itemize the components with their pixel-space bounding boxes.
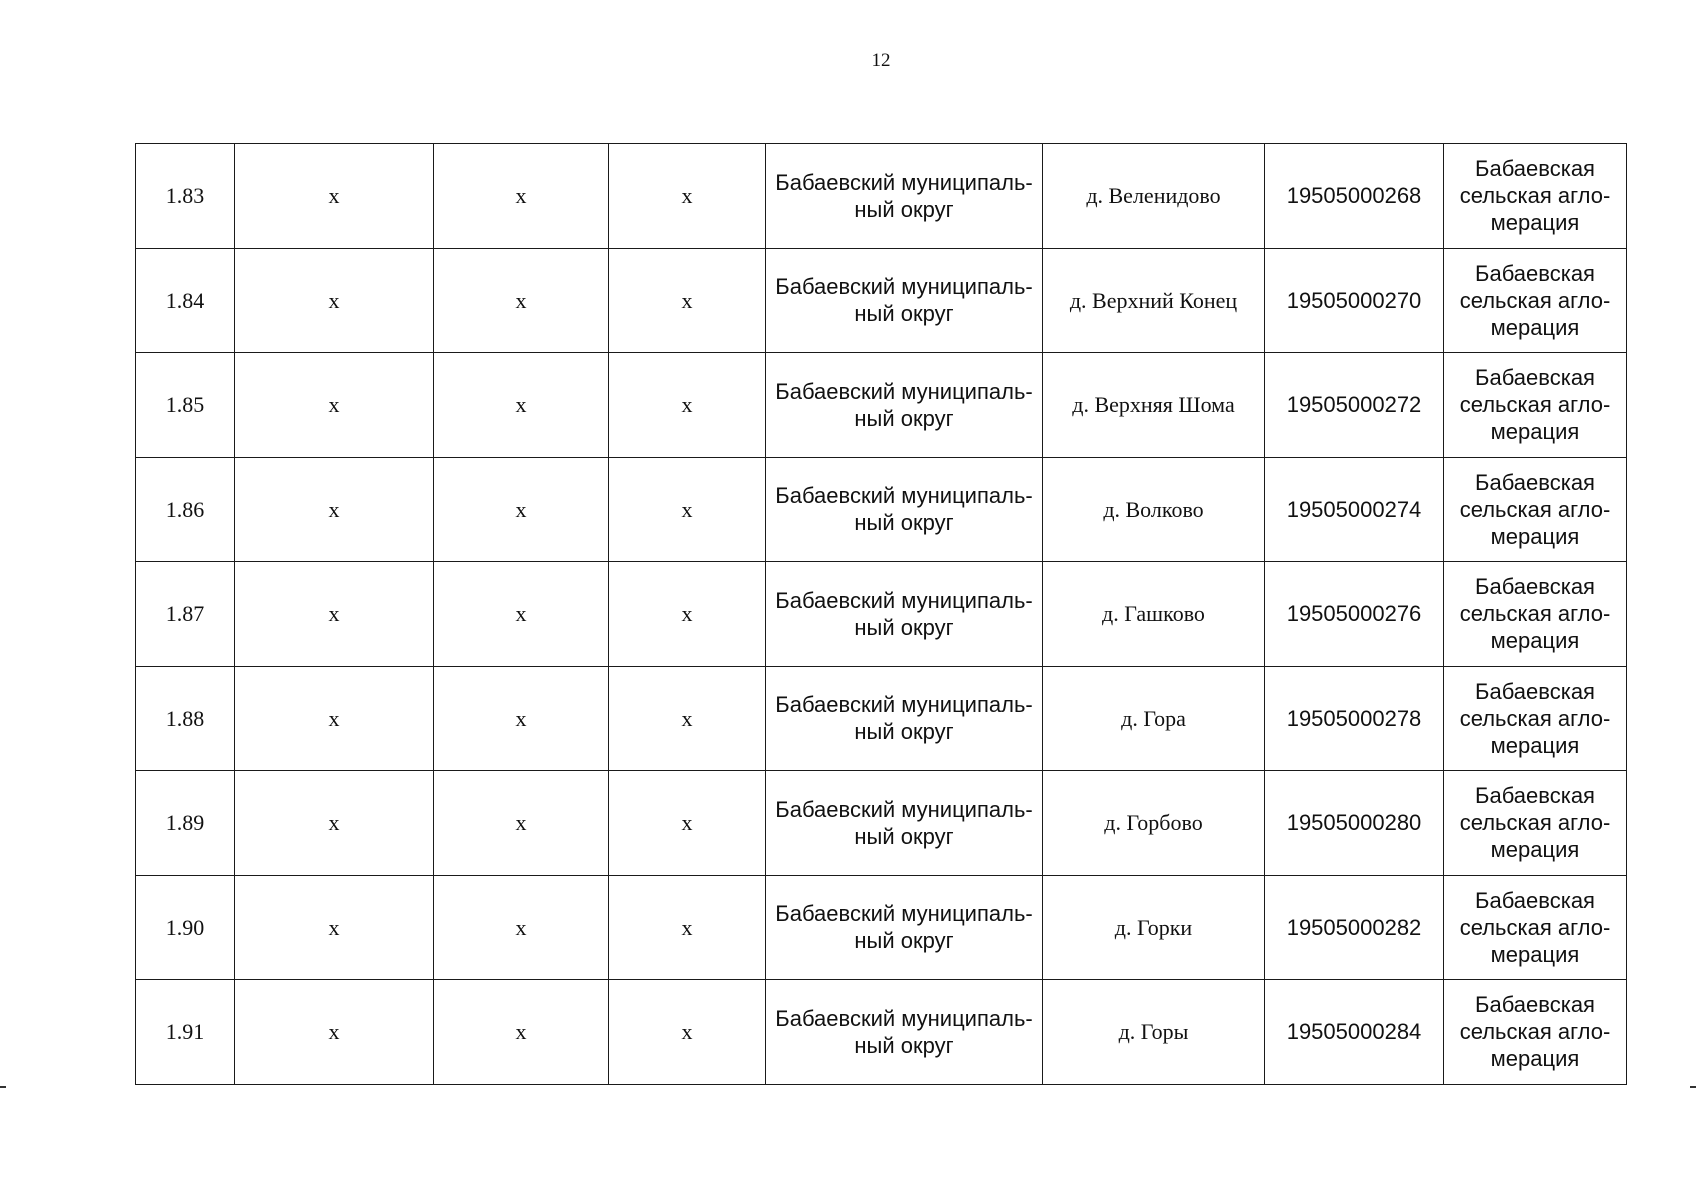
settlement-cell: д. Верхний Конец	[1043, 248, 1265, 353]
agglomeration-line: Бабаевская	[1475, 992, 1595, 1018]
x-mark-cell: x	[609, 875, 766, 980]
x-mark-cell: x	[235, 771, 434, 876]
x-mark-cell: x	[434, 562, 609, 667]
agglomeration-line: Бабаевская	[1475, 469, 1595, 495]
table-row	[136, 353, 1627, 458]
oktmo-code-cell: 19505000278	[1265, 666, 1444, 771]
x-mark-cell: x	[609, 248, 766, 353]
agglomeration-cell	[1444, 457, 1627, 562]
row-number-cell: 1.91	[136, 980, 235, 1085]
agglomeration-cell	[1444, 144, 1627, 249]
agglomeration-cell	[1444, 875, 1627, 980]
x-mark-cell: x	[434, 875, 609, 980]
agglomeration-line: сельская агло-	[1459, 287, 1611, 313]
agglomeration-line: сельская агло-	[1459, 810, 1611, 836]
x-mark-cell: x	[609, 771, 766, 876]
table-row	[136, 562, 1627, 667]
settlement-cell: д. Горы	[1043, 980, 1265, 1085]
x-mark-cell: x	[434, 771, 609, 876]
agglomeration-line: Бабаевская	[1475, 574, 1595, 600]
municipality-line: Бабаевский муниципаль-	[775, 378, 1033, 404]
x-mark-cell: x	[235, 353, 434, 458]
agglomeration-line: Бабаевская	[1475, 156, 1595, 182]
x-mark-cell: x	[609, 144, 766, 249]
row-number-cell: 1.87	[136, 562, 235, 667]
table-body	[136, 144, 1627, 1085]
agglomeration-line: мерация	[1490, 1046, 1580, 1072]
municipality-line: Бабаевский муниципаль-	[775, 483, 1033, 509]
agglomeration-line: сельская агло-	[1459, 1019, 1611, 1045]
municipality-line: Бабаевский муниципаль-	[775, 169, 1033, 195]
x-mark-cell: x	[434, 248, 609, 353]
oktmo-code-cell: 19505000272	[1265, 353, 1444, 458]
agglomeration-line: мерация	[1490, 732, 1580, 758]
municipality-cell	[766, 562, 1043, 667]
oktmo-code-cell: 19505000280	[1265, 771, 1444, 876]
settlement-cell: д. Верхняя Шома	[1043, 353, 1265, 458]
table-row	[136, 144, 1627, 249]
municipality-cell	[766, 980, 1043, 1085]
oktmo-code-cell: 19505000274	[1265, 457, 1444, 562]
settlement-cell: д. Горки	[1043, 875, 1265, 980]
settlement-cell: д. Гора	[1043, 666, 1265, 771]
settlement-cell: д. Гашково	[1043, 562, 1265, 667]
agglomeration-line: мерация	[1490, 523, 1580, 549]
x-mark-cell: x	[235, 457, 434, 562]
row-number-cell: 1.88	[136, 666, 235, 771]
agglomeration-line: сельская агло-	[1459, 496, 1611, 522]
municipality-cell	[766, 771, 1043, 876]
edge-mark-left	[0, 1086, 6, 1088]
municipality-line: ный округ	[854, 719, 954, 745]
agglomeration-cell	[1444, 353, 1627, 458]
x-mark-cell: x	[434, 353, 609, 458]
agglomeration-line: сельская агло-	[1459, 914, 1611, 940]
municipality-line: Бабаевский муниципаль-	[775, 274, 1033, 300]
municipality-cell	[766, 875, 1043, 980]
row-number-cell: 1.83	[136, 144, 235, 249]
table-row	[136, 875, 1627, 980]
x-mark-cell: x	[609, 353, 766, 458]
x-mark-cell: x	[609, 666, 766, 771]
x-mark-cell: x	[609, 562, 766, 667]
row-number-cell: 1.89	[136, 771, 235, 876]
x-mark-cell: x	[235, 248, 434, 353]
x-mark-cell: x	[235, 144, 434, 249]
municipality-cell	[766, 353, 1043, 458]
x-mark-cell: x	[235, 666, 434, 771]
row-number-cell: 1.85	[136, 353, 235, 458]
table-row	[136, 771, 1627, 876]
municipality-cell	[766, 248, 1043, 353]
municipality-cell	[766, 144, 1043, 249]
agglomeration-line: Бабаевская	[1475, 887, 1595, 913]
municipality-line: Бабаевский муниципаль-	[775, 901, 1033, 927]
municipality-line: ный округ	[854, 196, 954, 222]
agglomeration-line: сельская агло-	[1459, 705, 1611, 731]
oktmo-code-cell: 19505000268	[1265, 144, 1444, 249]
agglomeration-line: сельская агло-	[1459, 601, 1611, 627]
oktmo-code-cell: 19505000270	[1265, 248, 1444, 353]
municipality-line: Бабаевский муниципаль-	[775, 587, 1033, 613]
page-number: 12	[871, 50, 891, 71]
settlements-table	[135, 143, 1627, 1085]
edge-mark-right	[1690, 1086, 1696, 1088]
table-row	[136, 457, 1627, 562]
x-mark-cell: x	[434, 457, 609, 562]
agglomeration-line: мерация	[1490, 419, 1580, 445]
settlement-cell: д. Волково	[1043, 457, 1265, 562]
agglomeration-line: Бабаевская	[1475, 260, 1595, 286]
agglomeration-line: мерация	[1490, 628, 1580, 654]
agglomeration-cell	[1444, 666, 1627, 771]
municipality-cell	[766, 457, 1043, 562]
agglomeration-line: мерация	[1490, 210, 1580, 236]
agglomeration-line: мерация	[1490, 314, 1580, 340]
municipality-line: ный округ	[854, 928, 954, 954]
municipality-line: ный округ	[854, 301, 954, 327]
municipality-line: Бабаевский муниципаль-	[775, 692, 1033, 718]
agglomeration-line: сельская агло-	[1459, 392, 1611, 418]
municipality-line: ный округ	[854, 1032, 954, 1058]
agglomeration-line: Бабаевская	[1475, 365, 1595, 391]
row-number-cell: 1.90	[136, 875, 235, 980]
row-number-cell: 1.84	[136, 248, 235, 353]
x-mark-cell: x	[609, 980, 766, 1085]
settlement-cell: д. Веленидово	[1043, 144, 1265, 249]
x-mark-cell: x	[235, 875, 434, 980]
oktmo-code-cell: 19505000276	[1265, 562, 1444, 667]
table-row	[136, 980, 1627, 1085]
agglomeration-line: сельская агло-	[1459, 183, 1611, 209]
x-mark-cell: x	[235, 980, 434, 1085]
agglomeration-cell	[1444, 980, 1627, 1085]
x-mark-cell: x	[609, 457, 766, 562]
municipality-line: ный округ	[854, 823, 954, 849]
municipality-cell	[766, 666, 1043, 771]
agglomeration-line: мерация	[1490, 837, 1580, 863]
agglomeration-cell	[1444, 562, 1627, 667]
agglomeration-line: мерация	[1490, 941, 1580, 967]
municipality-line: Бабаевский муниципаль-	[775, 796, 1033, 822]
agglomeration-cell	[1444, 771, 1627, 876]
table-row	[136, 666, 1627, 771]
municipality-line: ный округ	[854, 405, 954, 431]
oktmo-code-cell: 19505000284	[1265, 980, 1444, 1085]
x-mark-cell: x	[434, 666, 609, 771]
agglomeration-line: Бабаевская	[1475, 678, 1595, 704]
x-mark-cell: x	[434, 144, 609, 249]
municipality-line: Бабаевский муниципаль-	[775, 1005, 1033, 1031]
table-row	[136, 248, 1627, 353]
oktmo-code-cell: 19505000282	[1265, 875, 1444, 980]
row-number-cell: 1.86	[136, 457, 235, 562]
x-mark-cell: x	[235, 562, 434, 667]
agglomeration-cell	[1444, 248, 1627, 353]
municipality-line: ный округ	[854, 614, 954, 640]
municipality-line: ный округ	[854, 510, 954, 536]
settlement-cell: д. Горбово	[1043, 771, 1265, 876]
x-mark-cell: x	[434, 980, 609, 1085]
agglomeration-line: Бабаевская	[1475, 783, 1595, 809]
